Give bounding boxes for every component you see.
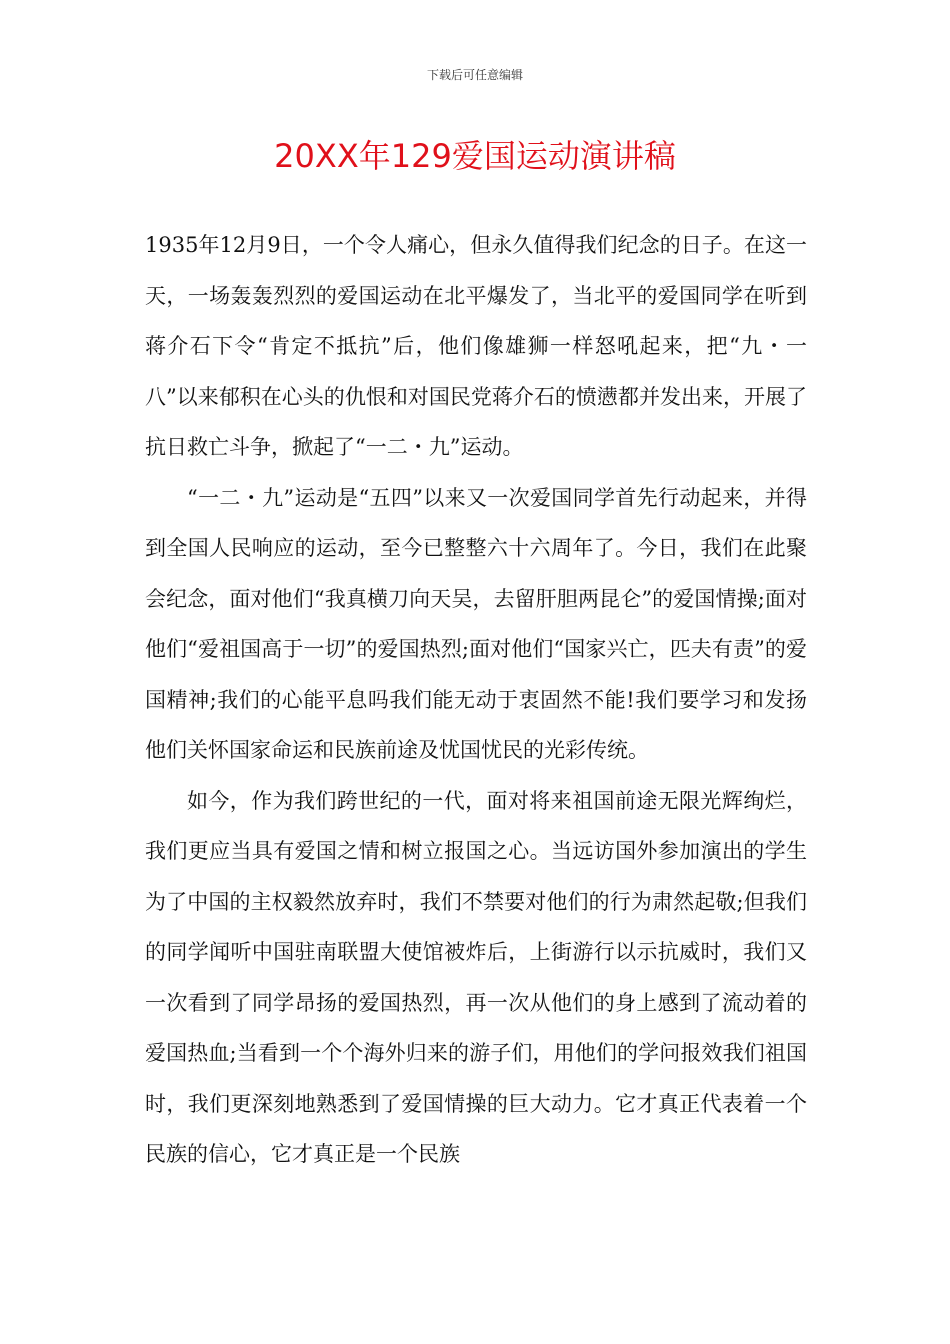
paragraph: “一二・九”运动是“五四”以来又一次爱国同学首先行动起来，并得到全国人民响应的运动，至今已整整六十六周年了。今日，我们在此聚会纪念，面对他们“我真横刀向天吴，去留肝胆两昆仑”的爱国情操;面对他们“爱祖国高于一切”的爱国热烈;面对他们“国家兴亡，匹夫有责”的爱国精神;我们的心能平息吗我们能无动于衷固然不能!我们要学习和发扬他们关怀国家命运和民族前途及忧国忧民的光彩传统。 [145, 485, 807, 762]
document-body [145, 220, 807, 1180]
paragraph: 1935年12月9日，一个令人痛心，但永久值得我们纪念的日子。在这一天，一场轰轰烈烈的爱国运动在北平爆发了，当北平的爱国同学在听到蒋介石下令“肯定不抵抗”后，他们像雄狮一样怒吼起来，把“九・一八”以来郁积在心头的仇恨和对国民党蒋介石的愤懑都并发出来，开展了抗日救亡斗争，掀起了“一二・九”运动。 [145, 233, 807, 459]
header-note: 下载后可任意编辑 [426, 68, 523, 82]
paragraph: 如今，作为我们跨世纪的一代，面对将来祖国前途无限光辉绚烂，我们更应当具有爱国之情和树立报国之心。当远访国外参加演出的学生为了中国的主权毅然放弃时，我们不禁要对他们的行为肃然起敬;但我们的同学闻听中国驻南联盟大使馆被炸后，上街游行以示抗威时，我们又一次看到了同学昂扬的爱国热烈，再一次从他们的身上感到了流动着的爱国热血;当看到一个个海外归来的游子们，用他们的学问报效我们祖国时，我们更深刻地熟悉到了爱国情操的巨大动力。它才真正代表着一个民族的信心，它才真正是一个民族 [145, 788, 807, 1166]
document-title: 20XX年129爱国运动演讲稿 [274, 137, 676, 175]
